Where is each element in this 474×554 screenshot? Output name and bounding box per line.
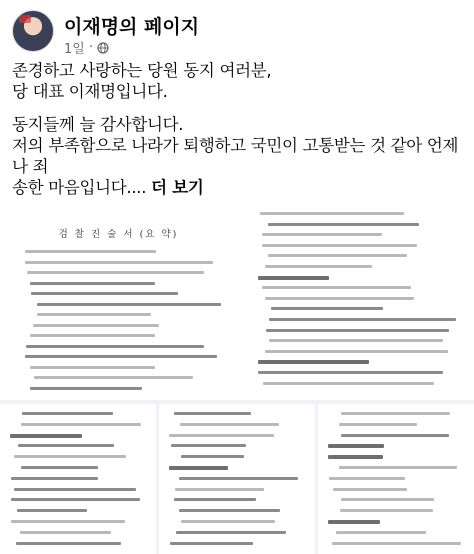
- document-text-line: [269, 339, 443, 342]
- document-text-line: [17, 509, 87, 512]
- post-line-2: 당 대표 이재명입니다.: [12, 82, 168, 101]
- document-text-line: [34, 376, 193, 379]
- document-text-line: [265, 350, 448, 353]
- document-text-line: [333, 488, 407, 491]
- document-image-thumb-2[interactable]: [159, 404, 315, 554]
- document-title: 검 찰 진 술 서 (요 약): [58, 229, 179, 240]
- document-text-line: [181, 520, 275, 523]
- document-text-line: [30, 282, 155, 285]
- document-text-line: [22, 412, 113, 415]
- document-text-line: [25, 261, 213, 264]
- document-text-line: [175, 488, 264, 491]
- avatar[interactable]: [12, 10, 54, 52]
- document-text-line: [176, 531, 286, 534]
- document-text-line: [341, 412, 450, 415]
- document-text-line: [179, 477, 298, 480]
- document-text-line: [37, 303, 221, 306]
- document-text-line: [263, 382, 434, 385]
- document-text-line: [169, 466, 228, 470]
- post-line-3: 동지들께 늘 감사합니다.: [12, 115, 184, 134]
- document-text-line: [31, 292, 178, 295]
- document-text-line: [169, 434, 274, 437]
- document-text-line: [18, 444, 114, 447]
- document-text-line: [332, 542, 461, 545]
- document-text-line: [262, 244, 417, 247]
- post-paragraph-2: [12, 114, 464, 198]
- document-text-line: [265, 265, 372, 268]
- document-image-thumb-3[interactable]: [318, 404, 474, 554]
- document-text-line: [181, 455, 244, 458]
- post-meta: [64, 38, 109, 57]
- document-text-line: [258, 276, 329, 280]
- document-text-line: [262, 233, 382, 236]
- document-text-line: [16, 542, 121, 545]
- document-text-line: [30, 334, 155, 337]
- document-text-line: [11, 477, 98, 480]
- document-text-line: [174, 498, 256, 501]
- document-text-line: [14, 488, 136, 491]
- post-paragraph-1: [12, 60, 464, 102]
- document-text-line: [268, 254, 407, 257]
- document-text-line: [179, 509, 280, 512]
- document-text-line: [14, 455, 126, 458]
- post-time[interactable]: 1일: [64, 42, 85, 57]
- document-text-line: [328, 444, 384, 448]
- document-text-line: [174, 412, 251, 415]
- document-image-thumb-1[interactable]: [0, 404, 156, 554]
- document-text-line: [180, 423, 279, 426]
- document-text-line: [10, 434, 82, 438]
- post-images: [0, 198, 474, 554]
- document-text-line: [329, 477, 405, 480]
- document-text-line: [328, 520, 380, 524]
- document-text-line: [339, 423, 417, 426]
- document-text-line: [33, 324, 159, 327]
- document-text-line: [26, 345, 204, 348]
- document-text-line: [268, 223, 419, 226]
- document-text-line: [328, 455, 383, 459]
- document-text-line: [25, 355, 217, 358]
- document-text-line: [27, 271, 204, 274]
- document-text-line: [37, 313, 151, 316]
- document-text-line: [30, 387, 142, 390]
- page-name[interactable]: 이재명의 페이지: [64, 16, 200, 38]
- meta-separator: ·: [88, 40, 93, 55]
- document-image-main[interactable]: [0, 198, 474, 400]
- globe-icon: [97, 42, 109, 54]
- document-text-line: [260, 212, 404, 215]
- post-body: [12, 60, 464, 210]
- post-header: [12, 8, 462, 56]
- document-text-line: [341, 498, 434, 501]
- document-text-line: [258, 360, 369, 364]
- post-line-4: 저의 부족함으로 나라가 퇴행하고 국민이 고통받는 것 같아 언제나 죄: [12, 136, 459, 176]
- document-text-line: [266, 329, 449, 332]
- document-text-line: [21, 423, 141, 426]
- document-text-line: [170, 542, 253, 545]
- flag-decoration: [19, 15, 31, 23]
- document-text-line: [340, 509, 433, 512]
- document-text-line: [171, 444, 246, 447]
- document-text-line: [21, 466, 98, 469]
- document-text-line: [20, 531, 111, 534]
- document-text-line: [339, 466, 457, 469]
- see-more-link[interactable]: 더 보기: [151, 178, 204, 197]
- document-text-line: [30, 366, 155, 369]
- document-text-line: [25, 250, 156, 253]
- document-text-line: [265, 297, 414, 300]
- document-text-line: [11, 498, 140, 501]
- document-text-line: [271, 307, 383, 310]
- document-text-line: [11, 520, 125, 523]
- document-text-line: [336, 531, 426, 534]
- document-text-line: [262, 286, 411, 289]
- document-text-line: [258, 371, 443, 374]
- document-text-line: [341, 434, 449, 437]
- document-text-line: [269, 318, 456, 321]
- post-line-1: 존경하고 사랑하는 당원 동지 여러분,: [12, 61, 272, 80]
- post-line-5: 송한 마음입니다....: [12, 178, 147, 197]
